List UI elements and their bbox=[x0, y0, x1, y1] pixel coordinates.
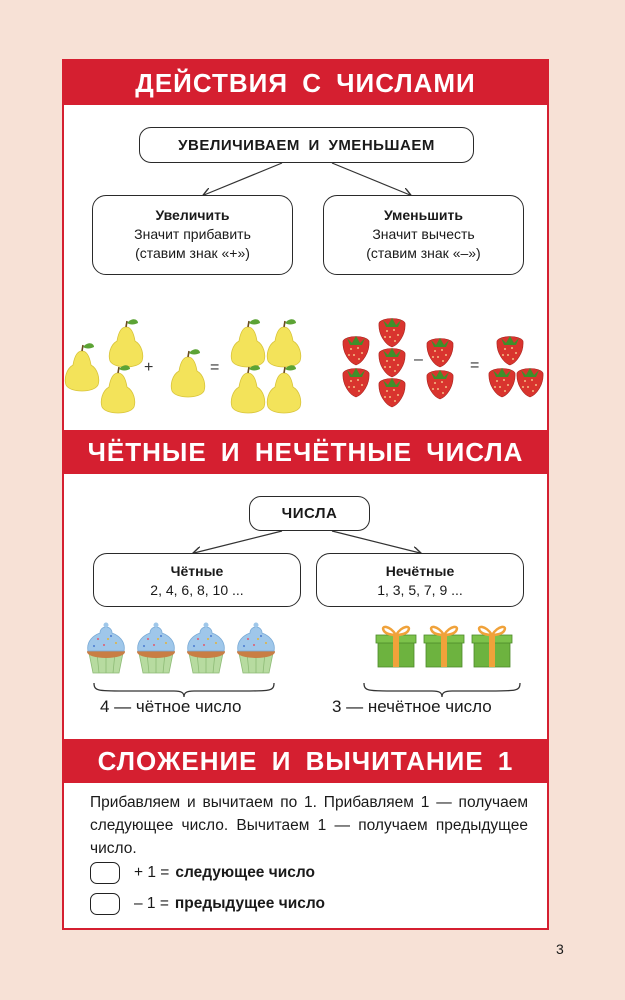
decrease-line1: Значит вычесть bbox=[372, 226, 475, 242]
op-plus-one: + 1 = bbox=[134, 864, 170, 881]
equation-row-previous bbox=[90, 893, 325, 915]
braces bbox=[64, 661, 551, 701]
section-header-even-odd: ЧЁТНЫЕ И НЕЧЁТНЫЕ ЧИСЛА bbox=[64, 430, 547, 474]
increase-head: Увеличить bbox=[155, 207, 230, 223]
even-box bbox=[93, 553, 301, 607]
minus-sign: – bbox=[414, 351, 423, 368]
strawberry-icon bbox=[379, 348, 405, 377]
decrease-head: Уменьшить bbox=[384, 207, 463, 223]
pear-icon bbox=[65, 343, 98, 391]
section-header-actions: ДЕЙСТВИЯ С ЧИСЛАМИ bbox=[64, 61, 547, 105]
op-minus-one: – 1 = bbox=[134, 895, 169, 912]
pear-icon bbox=[267, 365, 300, 413]
pear-icon bbox=[231, 365, 264, 413]
increase-line1: Значит прибавить bbox=[134, 226, 251, 242]
pears-illustration bbox=[64, 311, 304, 421]
section-header-add-subtract: СЛОЖЕНИЕ И ВЫЧИТАНИЕ 1 bbox=[64, 739, 547, 783]
strawberry-icon bbox=[379, 378, 405, 407]
strawberry-icon bbox=[379, 318, 405, 347]
strawberry-icon bbox=[343, 368, 369, 397]
odd-values: 1, 3, 5, 7, 9 ... bbox=[377, 582, 463, 598]
equation-row-next bbox=[90, 862, 315, 884]
odd-head: Нечётные bbox=[385, 563, 455, 579]
strawberries-illustration bbox=[334, 311, 549, 421]
pear-icon bbox=[231, 319, 264, 367]
decrease-box bbox=[323, 195, 524, 275]
pear-icon bbox=[109, 319, 142, 367]
pear-icon bbox=[101, 365, 134, 413]
page-number: 3 bbox=[556, 941, 564, 957]
strawberry-icon bbox=[497, 336, 523, 365]
pear-icon bbox=[171, 349, 204, 397]
even-values: 2, 4, 6, 8, 10 ... bbox=[150, 582, 244, 598]
increase-box bbox=[92, 195, 293, 275]
topic-box-numbers: ЧИСЛА bbox=[249, 496, 370, 531]
increase-line2: (ставим знак «+») bbox=[135, 245, 250, 261]
result-next: следующее число bbox=[175, 864, 315, 881]
pear-icon bbox=[267, 319, 300, 367]
strawberry-icon bbox=[427, 338, 453, 367]
equals-sign-1: = bbox=[210, 359, 220, 376]
odd-box bbox=[316, 553, 524, 607]
strawberry-icon bbox=[489, 368, 515, 397]
even-head: Чётные bbox=[170, 563, 224, 579]
result-previous: предыдущее число bbox=[174, 895, 325, 912]
blank-box bbox=[90, 893, 120, 915]
blank-box bbox=[90, 862, 120, 884]
page-panel bbox=[62, 59, 549, 930]
odd-caption: 3 — нечётное число bbox=[332, 697, 492, 716]
plus-sign: + bbox=[144, 359, 154, 376]
strawberry-icon bbox=[517, 368, 543, 397]
equals-sign-2: = bbox=[470, 357, 480, 374]
topic-box-increase-decrease: УВЕЛИЧИВАЕМ И УМЕНЬШАЕМ bbox=[139, 127, 474, 163]
decrease-line2: (ставим знак «–») bbox=[366, 245, 481, 261]
even-caption: 4 — чётное число bbox=[100, 697, 242, 716]
explanation-paragraph: Прибавляем и вычитаем по 1. Прибавляем 1 — получаем следующее число. Вычитаем 1 — получаем предыдущее число. bbox=[90, 794, 528, 857]
strawberry-icon bbox=[343, 336, 369, 365]
strawberry-icon bbox=[427, 370, 453, 399]
